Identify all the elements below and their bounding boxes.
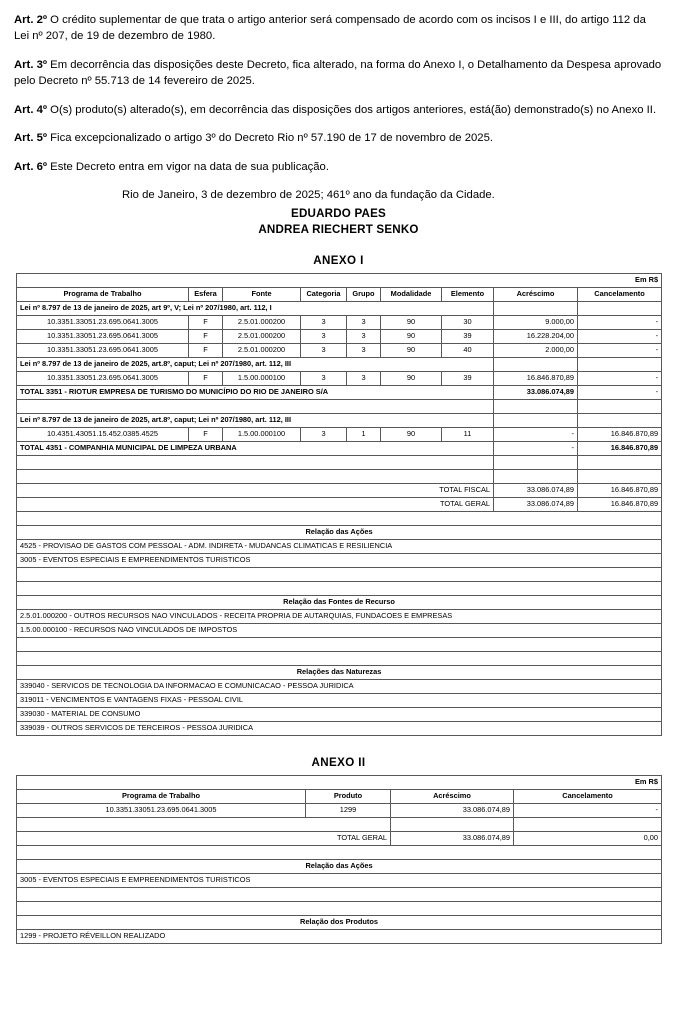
cell-esfera: F bbox=[189, 315, 223, 329]
total-4351-cancelamento: 16.846.870,89 bbox=[578, 441, 662, 455]
spacer-cell bbox=[17, 845, 662, 859]
spacer-cell bbox=[17, 567, 662, 581]
acao-item: 3005 - EVENTOS ESPECIAIS E EMPREENDIMENTOS TURISTICOS bbox=[17, 553, 662, 567]
cell-categoria: 3 bbox=[301, 427, 347, 441]
anexo-2-relacao-acoes-title: Relação das Ações bbox=[17, 859, 662, 873]
cell-grupo: 3 bbox=[347, 343, 381, 357]
spacer-row bbox=[17, 637, 662, 651]
spacer-cell bbox=[17, 455, 494, 469]
table-row bbox=[17, 329, 662, 343]
article-2-label: Art. 2º bbox=[14, 14, 48, 26]
anexo-1-table bbox=[16, 273, 662, 736]
total-fiscal-label: TOTAL FISCAL bbox=[17, 483, 494, 497]
acao-item: 4525 - PROVISAO DE GASTOS COM PESSOAL - ADM. INDIRETA - MUDANCAS CLIMATICAS E RESILIENCIA bbox=[17, 539, 662, 553]
cell-esfera: F bbox=[189, 343, 223, 357]
total-fiscal-acrescimo: 33.086.074,89 bbox=[494, 483, 578, 497]
cell-esfera: F bbox=[189, 427, 223, 441]
article-3 bbox=[14, 57, 663, 90]
table-row bbox=[17, 803, 662, 817]
list-item bbox=[17, 873, 662, 887]
natureza-item: 319011 - VENCIMENTOS E VANTAGENS FIXAS - PESSOAL CIVIL bbox=[17, 693, 662, 707]
fonte-item: 1.5.00.000100 - RECURSOS NAO VINCULADOS DE IMPOSTOS bbox=[17, 623, 662, 637]
anexo-2-currency-note: Em R$ bbox=[17, 775, 662, 789]
cell-modalidade: 90 bbox=[381, 315, 442, 329]
cell-cancelamento: - bbox=[578, 315, 662, 329]
total-geral-acrescimo: 33.086.074,89 bbox=[494, 497, 578, 511]
spacer-row bbox=[17, 581, 662, 595]
article-3-text: Em decorrência das disposições deste Decreto, fica alterado, na forma do Anexo I, o Detalhamento da Despesa aprovado pelo Decreto nº 55.713 de 14 fevereiro de 2025. bbox=[14, 58, 662, 88]
anexo-1-table-wrap bbox=[0, 273, 677, 736]
law-2-acrescimo-empty bbox=[494, 357, 578, 371]
col-header-grupo: Grupo bbox=[347, 287, 381, 301]
article-6 bbox=[14, 159, 663, 175]
spacer-cell bbox=[578, 399, 662, 413]
article-6-label: Art. 6º bbox=[14, 160, 48, 173]
cell-cancelamento: - bbox=[514, 803, 662, 817]
table-row-total-geral bbox=[17, 497, 662, 511]
cell-cancelamento: - bbox=[578, 371, 662, 385]
total-4351-acrescimo: - bbox=[494, 441, 578, 455]
col-header-acrescimo: Acréscimo bbox=[391, 789, 514, 803]
table-row-total bbox=[17, 441, 662, 455]
cell-esfera: F bbox=[189, 329, 223, 343]
cell-acrescimo: 2.000,00 bbox=[494, 343, 578, 357]
cell-categoria: 3 bbox=[301, 329, 347, 343]
spacer-cell bbox=[494, 469, 578, 483]
table-row bbox=[17, 301, 662, 315]
cell-categoria: 3 bbox=[301, 315, 347, 329]
anexo-2-total-geral-acrescimo: 33.086.074,89 bbox=[391, 831, 514, 845]
cell-elemento: 11 bbox=[442, 427, 494, 441]
spacer-row bbox=[17, 455, 662, 469]
col-header-elemento: Elemento bbox=[442, 287, 494, 301]
section-header-row bbox=[17, 665, 662, 679]
spacer-row bbox=[17, 469, 662, 483]
cell-modalidade: 90 bbox=[381, 371, 442, 385]
law-reference-1: Lei nº 8.797 de 13 de janeiro de 2025, art 9º, V; Lei nº 207/1980, art. 112, I bbox=[17, 301, 494, 315]
cell-grupo: 1 bbox=[347, 427, 381, 441]
law-reference-3: Lei nº 8.797 de 13 de janeiro de 2025, art.8º, caput; Lei nº 207/1980, art. 112, III bbox=[17, 413, 494, 427]
table-row bbox=[17, 357, 662, 371]
anexo-2-table bbox=[16, 775, 662, 944]
col-header-cancelamento: Cancelamento bbox=[578, 287, 662, 301]
relacao-produtos-title: Relação dos Produtos bbox=[17, 915, 662, 929]
spacer-cell bbox=[391, 817, 514, 831]
law-1-cancelamento-empty bbox=[578, 301, 662, 315]
table-row bbox=[17, 413, 662, 427]
col-header-fonte: Fonte bbox=[223, 287, 301, 301]
cell-fonte: 2.5.01.000200 bbox=[223, 329, 301, 343]
anexo-2-table-wrap bbox=[0, 775, 677, 944]
signature-eduardo-paes: EDUARDO PAES bbox=[291, 206, 386, 220]
spacer-cell bbox=[494, 399, 578, 413]
cell-programa: 10.3351.33051.23.695.0641.3005 bbox=[17, 315, 189, 329]
table-row bbox=[17, 371, 662, 385]
list-item bbox=[17, 707, 662, 721]
cell-fonte: 1.5.00.000100 bbox=[223, 427, 301, 441]
list-item bbox=[17, 553, 662, 567]
cell-grupo: 3 bbox=[347, 315, 381, 329]
article-3-label: Art. 3º bbox=[14, 58, 48, 71]
anexo-2-total-geral-cancelamento: 0,00 bbox=[514, 831, 662, 845]
list-item bbox=[17, 623, 662, 637]
list-item bbox=[17, 609, 662, 623]
spacer-row bbox=[17, 817, 662, 831]
spacer-cell bbox=[17, 651, 662, 665]
article-4-text: O(s) produto(s) alterado(s), em decorrência das disposições dos artigos anteriores, está(ão) demonstrado(s) no Anexo II. bbox=[47, 103, 657, 116]
cell-acrescimo: 9.000,00 bbox=[494, 315, 578, 329]
spacer-cell bbox=[494, 455, 578, 469]
cell-fonte: 2.5.01.000200 bbox=[223, 315, 301, 329]
spacer-cell bbox=[17, 901, 662, 915]
table-row bbox=[17, 343, 662, 357]
articles-section bbox=[0, 0, 677, 238]
spacer-cell bbox=[17, 399, 494, 413]
total-3351-cancelamento: - bbox=[578, 385, 662, 399]
col-header-esfera: Esfera bbox=[189, 287, 223, 301]
anexo-1-currency-row bbox=[17, 273, 662, 287]
section-header-row bbox=[17, 915, 662, 929]
article-4 bbox=[14, 102, 663, 118]
section-header-row bbox=[17, 525, 662, 539]
cell-programa: 10.3351.33051.23.695.0641.3005 bbox=[17, 803, 306, 817]
cell-cancelamento: - bbox=[578, 329, 662, 343]
spacer-cell bbox=[17, 581, 662, 595]
table-row-total-geral bbox=[17, 831, 662, 845]
cell-acrescimo: 33.086.074,89 bbox=[391, 803, 514, 817]
cell-elemento: 39 bbox=[442, 371, 494, 385]
cell-acrescimo: - bbox=[494, 427, 578, 441]
cell-programa: 10.3351.33051.23.695.0641.3005 bbox=[17, 371, 189, 385]
natureza-item: 339030 - MATERIAL DE CONSUMO bbox=[17, 707, 662, 721]
total-geral-cancelamento: 16.846.870,89 bbox=[578, 497, 662, 511]
cell-acrescimo: 16.228.204,00 bbox=[494, 329, 578, 343]
table-row-total-fiscal bbox=[17, 483, 662, 497]
cell-elemento: 39 bbox=[442, 329, 494, 343]
col-header-programa: Programa de Trabalho bbox=[17, 789, 306, 803]
acao-item: 3005 - EVENTOS ESPECIAIS E EMPREENDIMENTOS TURISTICOS bbox=[17, 873, 662, 887]
spacer-cell bbox=[514, 817, 662, 831]
cell-modalidade: 90 bbox=[381, 427, 442, 441]
law-1-acrescimo-empty bbox=[494, 301, 578, 315]
closing-line: Rio de Janeiro, 3 de dezembro de 2025; 461º ano da fundação da Cidade. bbox=[122, 189, 495, 202]
cell-grupo: 3 bbox=[347, 329, 381, 343]
cell-esfera: F bbox=[189, 371, 223, 385]
cell-programa: 10.3351.33051.23.695.0641.3005 bbox=[17, 343, 189, 357]
natureza-item: 339040 - SERVICOS DE TECNOLOGIA DA INFORMACAO E COMUNICACAO - PESSOA JURIDICA bbox=[17, 679, 662, 693]
anexo-2-currency-row bbox=[17, 775, 662, 789]
spacer-cell bbox=[578, 455, 662, 469]
cell-produto: 1299 bbox=[306, 803, 391, 817]
produto-item: 1299 - PROJETO RÉVEILLON REALIZADO bbox=[17, 929, 662, 943]
article-6-text: Este Decreto entra em vigor na data de sua publicação. bbox=[47, 160, 329, 173]
anexo-1-title: ANEXO I bbox=[313, 253, 364, 267]
cell-fonte: 2.5.01.000200 bbox=[223, 343, 301, 357]
list-item bbox=[17, 693, 662, 707]
anexo-2-header-row bbox=[17, 789, 662, 803]
total-3351-acrescimo: 33.086.074,89 bbox=[494, 385, 578, 399]
col-header-programa: Programa de Trabalho bbox=[17, 287, 189, 301]
section-header-row bbox=[17, 859, 662, 873]
cell-modalidade: 90 bbox=[381, 343, 442, 357]
cell-programa: 10.3351.33051.23.695.0641.3005 bbox=[17, 329, 189, 343]
table-row-total bbox=[17, 385, 662, 399]
relacao-acoes-title: Relação das Ações bbox=[17, 525, 662, 539]
spacer-row bbox=[17, 511, 662, 525]
spacer-row bbox=[17, 399, 662, 413]
col-header-produto: Produto bbox=[306, 789, 391, 803]
article-5-text: Fica excepcionalizado o artigo 3º do Decreto Rio nº 57.190 de 17 de novembro de 2025. bbox=[47, 132, 493, 145]
relacao-fontes-title: Relação das Fontes de Recurso bbox=[17, 595, 662, 609]
anexo-2-title: ANEXO II bbox=[311, 755, 366, 769]
col-header-modalidade: Modalidade bbox=[381, 287, 442, 301]
signature-andrea-riechert-senko: ANDREA RIECHERT SENKO bbox=[258, 222, 419, 236]
spacer-cell bbox=[17, 469, 494, 483]
col-header-acrescimo: Acréscimo bbox=[494, 287, 578, 301]
spacer-cell bbox=[17, 637, 662, 651]
article-2 bbox=[14, 12, 663, 45]
anexo-1-currency-note: Em R$ bbox=[17, 273, 662, 287]
spacer-row bbox=[17, 845, 662, 859]
article-4-label: Art. 4º bbox=[14, 103, 48, 116]
list-item bbox=[17, 679, 662, 693]
cell-cancelamento: - bbox=[578, 343, 662, 357]
law-2-cancelamento-empty bbox=[578, 357, 662, 371]
relacao-naturezas-title: Relações das Naturezas bbox=[17, 665, 662, 679]
spacer-row bbox=[17, 651, 662, 665]
anexo-1-header-row bbox=[17, 287, 662, 301]
article-5-label: Art. 5º bbox=[14, 132, 48, 145]
table-row bbox=[17, 315, 662, 329]
anexo-2-total-geral-label: TOTAL GERAL bbox=[17, 831, 391, 845]
total-geral-label: TOTAL GERAL bbox=[17, 497, 494, 511]
cell-programa: 10.4351.43051.15.452.0385.4525 bbox=[17, 427, 189, 441]
cell-categoria: 3 bbox=[301, 371, 347, 385]
total-fiscal-cancelamento: 16.846.870,89 bbox=[578, 483, 662, 497]
law-3-acrescimo-empty bbox=[494, 413, 578, 427]
spacer-cell bbox=[17, 817, 391, 831]
law-3-cancelamento-empty bbox=[578, 413, 662, 427]
cell-grupo: 3 bbox=[347, 371, 381, 385]
table-row bbox=[17, 427, 662, 441]
list-item bbox=[17, 929, 662, 943]
spacer-row bbox=[17, 887, 662, 901]
spacer-row bbox=[17, 567, 662, 581]
list-item bbox=[17, 539, 662, 553]
col-header-cancelamento: Cancelamento bbox=[514, 789, 662, 803]
cell-acrescimo: 16.846.870,89 bbox=[494, 371, 578, 385]
col-header-categoria: Categoria bbox=[301, 287, 347, 301]
list-item bbox=[17, 721, 662, 735]
spacer-cell bbox=[578, 469, 662, 483]
fonte-item: 2.5.01.000200 - OUTROS RECURSOS NAO VINCULADOS - RECEITA PROPRIA DE AUTARQUIAS, FUNDACOES E EMPRESAS bbox=[17, 609, 662, 623]
spacer-row bbox=[17, 901, 662, 915]
total-4351-label: TOTAL 4351 - COMPANHIA MUNICIPAL DE LIMPEZA URBANA bbox=[17, 441, 494, 455]
article-2-text: O crédito suplementar de que trata o artigo anterior será compensado de acordo com os incisos I e III, do artigo 112 da Lei nº 207, de 19 de dezembro de 1980. bbox=[14, 14, 646, 43]
spacer-cell bbox=[17, 511, 662, 525]
cell-elemento: 40 bbox=[442, 343, 494, 357]
cell-fonte: 1.5.00.000100 bbox=[223, 371, 301, 385]
total-3351-label: TOTAL 3351 - RIOTUR EMPRESA DE TURISMO DO MUNICÍPIO DO RIO DE JANEIRO S/A bbox=[17, 385, 494, 399]
law-reference-2: Lei nº 8.797 de 13 de janeiro de 2025, art.8º, caput; Lei nº 207/1980, art. 112, III bbox=[17, 357, 494, 371]
article-5 bbox=[14, 130, 663, 146]
cell-categoria: 3 bbox=[301, 343, 347, 357]
natureza-item: 339039 - OUTROS SERVICOS DE TERCEIROS - PESSOA JURIDICA bbox=[17, 721, 662, 735]
cell-cancelamento: 16.846.870,89 bbox=[578, 427, 662, 441]
spacer-cell bbox=[17, 887, 662, 901]
cell-elemento: 30 bbox=[442, 315, 494, 329]
cell-modalidade: 90 bbox=[381, 329, 442, 343]
section-header-row bbox=[17, 595, 662, 609]
